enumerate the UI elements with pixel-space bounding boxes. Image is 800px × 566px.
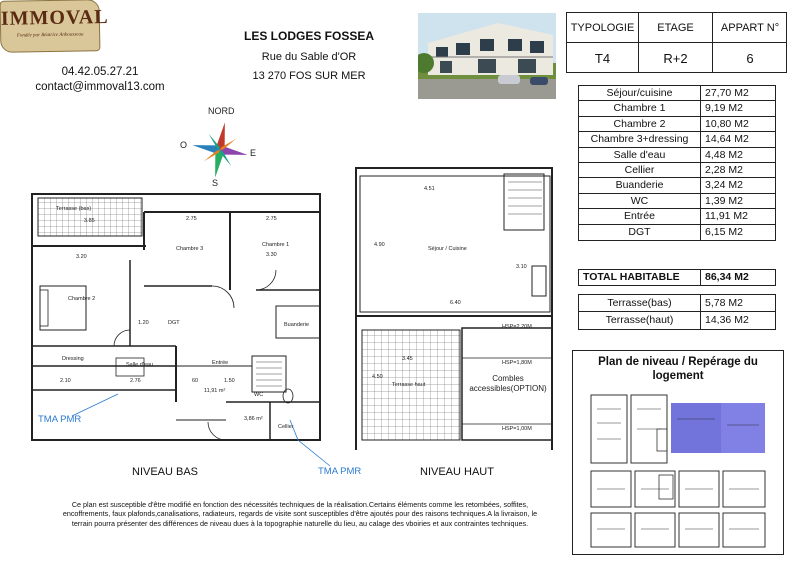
immoval-logo <box>0 0 109 53</box>
room-area: 2,28 M2 <box>705 163 743 176</box>
typology-value: T4 <box>567 43 639 73</box>
table-row <box>579 225 775 240</box>
room-label-chambre2: Chambre 2 <box>68 296 96 302</box>
compass-east-label: E <box>250 148 257 158</box>
tma-pmr-label-right: TMA PMR <box>318 466 362 477</box>
compass-north-label: NORD <box>208 106 235 116</box>
table-row <box>579 295 775 312</box>
dimension-label: 3.20 <box>76 254 87 260</box>
site-plan-title: Plan de niveau / Repérage du logement <box>598 356 758 382</box>
dimension-label: 60 <box>192 378 199 384</box>
dimension-label: 3.85 <box>84 218 95 224</box>
typology-table <box>566 12 787 73</box>
room-label-chambre1: Chambre 1 <box>262 242 290 248</box>
dimension-label: 3.30 <box>266 252 277 258</box>
typology-header: TYPOLOGIE <box>567 13 639 43</box>
level-high-label: NIVEAU HAUT <box>420 466 494 478</box>
room-label-combles: Combles accessibles(OPTION) <box>469 374 547 393</box>
room-area: 27,70 M2 <box>705 87 749 99</box>
building-render-image <box>418 13 556 99</box>
table-row <box>579 86 775 101</box>
room-name: Chambre 1 <box>579 101 701 115</box>
terrace-label: Terrasse(haut) <box>579 312 701 329</box>
room-name: Séjour/cuisine <box>579 86 701 100</box>
room-name: Cellier <box>579 163 701 177</box>
hsp-label: HSP=1,00M <box>502 426 532 432</box>
dimension-label: 4.51 <box>424 186 435 192</box>
compass-south-label: S <box>212 178 219 188</box>
hsp-label: HSP=2,20M <box>502 324 532 330</box>
terrace-label: Terrasse(bas) <box>579 295 701 311</box>
table-row <box>579 148 775 163</box>
room-label-salle-eau: Salle d'eau <box>126 362 154 368</box>
table-row <box>579 163 775 178</box>
table-row <box>579 209 775 224</box>
terrace-value: 14,36 M2 <box>705 314 749 326</box>
dimension-label: 2.76 <box>130 378 141 384</box>
total-label: TOTAL HABITABLE <box>579 270 701 285</box>
dimension-label: 4.50 <box>372 374 383 380</box>
room-name: Salle d'eau <box>579 148 701 162</box>
room-area: 10,80 M2 <box>705 117 749 130</box>
room-label-terrasse-haut: Terrasse haut <box>392 382 426 388</box>
room-label-chambre3: Chambre 3 <box>176 246 204 252</box>
table-row <box>579 194 775 209</box>
room-name: Buanderie <box>579 178 701 192</box>
table-row <box>579 132 775 147</box>
room-name: Entrée <box>579 209 701 223</box>
total-value: 86,34 M2 <box>705 271 749 283</box>
floor-plan-upper-level <box>346 160 558 455</box>
floor-plan-lower-level <box>26 190 326 445</box>
room-name: WC <box>579 194 701 208</box>
apartment-number-value: 6 <box>746 50 754 66</box>
room-name: Chambre 2 <box>579 117 701 131</box>
dimension-label: 2.75 <box>186 216 197 222</box>
table-row <box>579 178 775 193</box>
apartment-number-header: APPART N° <box>713 13 787 43</box>
room-label-dgt: DGT <box>168 320 180 326</box>
contact-email: contact@immoval13.com <box>35 81 165 93</box>
room-label-entree: Entrée <box>212 360 229 366</box>
hsp-label: HSP=1,80M <box>502 360 532 366</box>
room-areas-table <box>578 85 776 241</box>
dimension-label: 3.10 <box>516 264 527 270</box>
terrace-value: 5,78 M2 <box>705 297 743 309</box>
room-area: 6,15 M2 <box>705 225 743 238</box>
project-street: Rue du Sable d'OR <box>261 51 357 63</box>
room-label-wc: WC <box>254 392 264 398</box>
compass-rose <box>180 106 270 190</box>
surface-entree: 11,91 m² <box>204 388 226 394</box>
room-area: 9,19 M2 <box>705 102 743 115</box>
table-row <box>579 101 775 116</box>
site-plan-box <box>572 350 784 555</box>
compass-west-label: O <box>180 140 188 150</box>
room-name: DGT <box>579 225 701 240</box>
room-area: 11,91 M2 <box>705 210 748 223</box>
disclaimer-text: Ce plan est susceptible d'être modifié en fonction des nécessités techniques de la réalisation.Certains éléments comme les retombées, soffites, encoffrements, faux plafonds,canalisations, radiateurs, regards de visite sont susceptibles d'être ajoutés pour des raisons techniques.A la livraison, le terrain pourra présenter des différences de niveau dues à la topographie naturelle du lieu, au calage des vboiries et aux contraintes techniques. <box>62 500 538 528</box>
project-city: 13 270 FOS SUR MER <box>252 70 366 82</box>
tma-pmr-label-left: TMA PMR <box>38 414 82 425</box>
contact-phone: 04.42.05.27.21 <box>61 66 139 78</box>
room-label-buanderie: Buanderie <box>284 322 310 328</box>
room-label-dressing: Dressing <box>62 356 84 362</box>
dimension-label: 2.10 <box>60 378 71 384</box>
logo-brand-text: IMMOVAL <box>0 5 109 30</box>
level-low-label: NIVEAU BAS <box>132 466 199 478</box>
room-area: 4,48 M2 <box>705 148 743 161</box>
room-area: 1,39 M2 <box>705 194 743 207</box>
dimension-label: 4.90 <box>374 242 385 248</box>
dimension-label: 3.45 <box>402 356 413 362</box>
logo-tagline: Fondée par Béatrice Anbousseau <box>16 32 84 39</box>
room-name: Chambre 3+dressing <box>579 132 701 146</box>
dimension-label: 1.50 <box>224 378 235 384</box>
room-label-cellier: Cellier <box>278 424 294 430</box>
dimension-label: 1.20 <box>138 320 149 326</box>
room-label-sejour: Séjour / Cuisine <box>428 246 467 252</box>
room-area: 14,64 M2 <box>705 133 749 146</box>
dimension-label: 2.75 <box>266 216 277 222</box>
total-habitable-row <box>578 269 776 286</box>
table-row <box>579 117 775 132</box>
room-label-terrasse-bas: Terrasse (bas) <box>56 206 92 212</box>
terraces-table <box>578 294 776 330</box>
room-area: 3,24 M2 <box>705 179 743 192</box>
dimension-label: 6.40 <box>450 300 461 306</box>
site-plan-drawing <box>587 389 769 551</box>
surface-wc: 3,86 m² <box>244 416 263 422</box>
project-name: LES LODGES FOSSEA <box>243 29 375 43</box>
table-row <box>579 312 775 329</box>
floor-value: R+2 <box>639 43 713 73</box>
floor-header: ETAGE <box>639 13 713 43</box>
